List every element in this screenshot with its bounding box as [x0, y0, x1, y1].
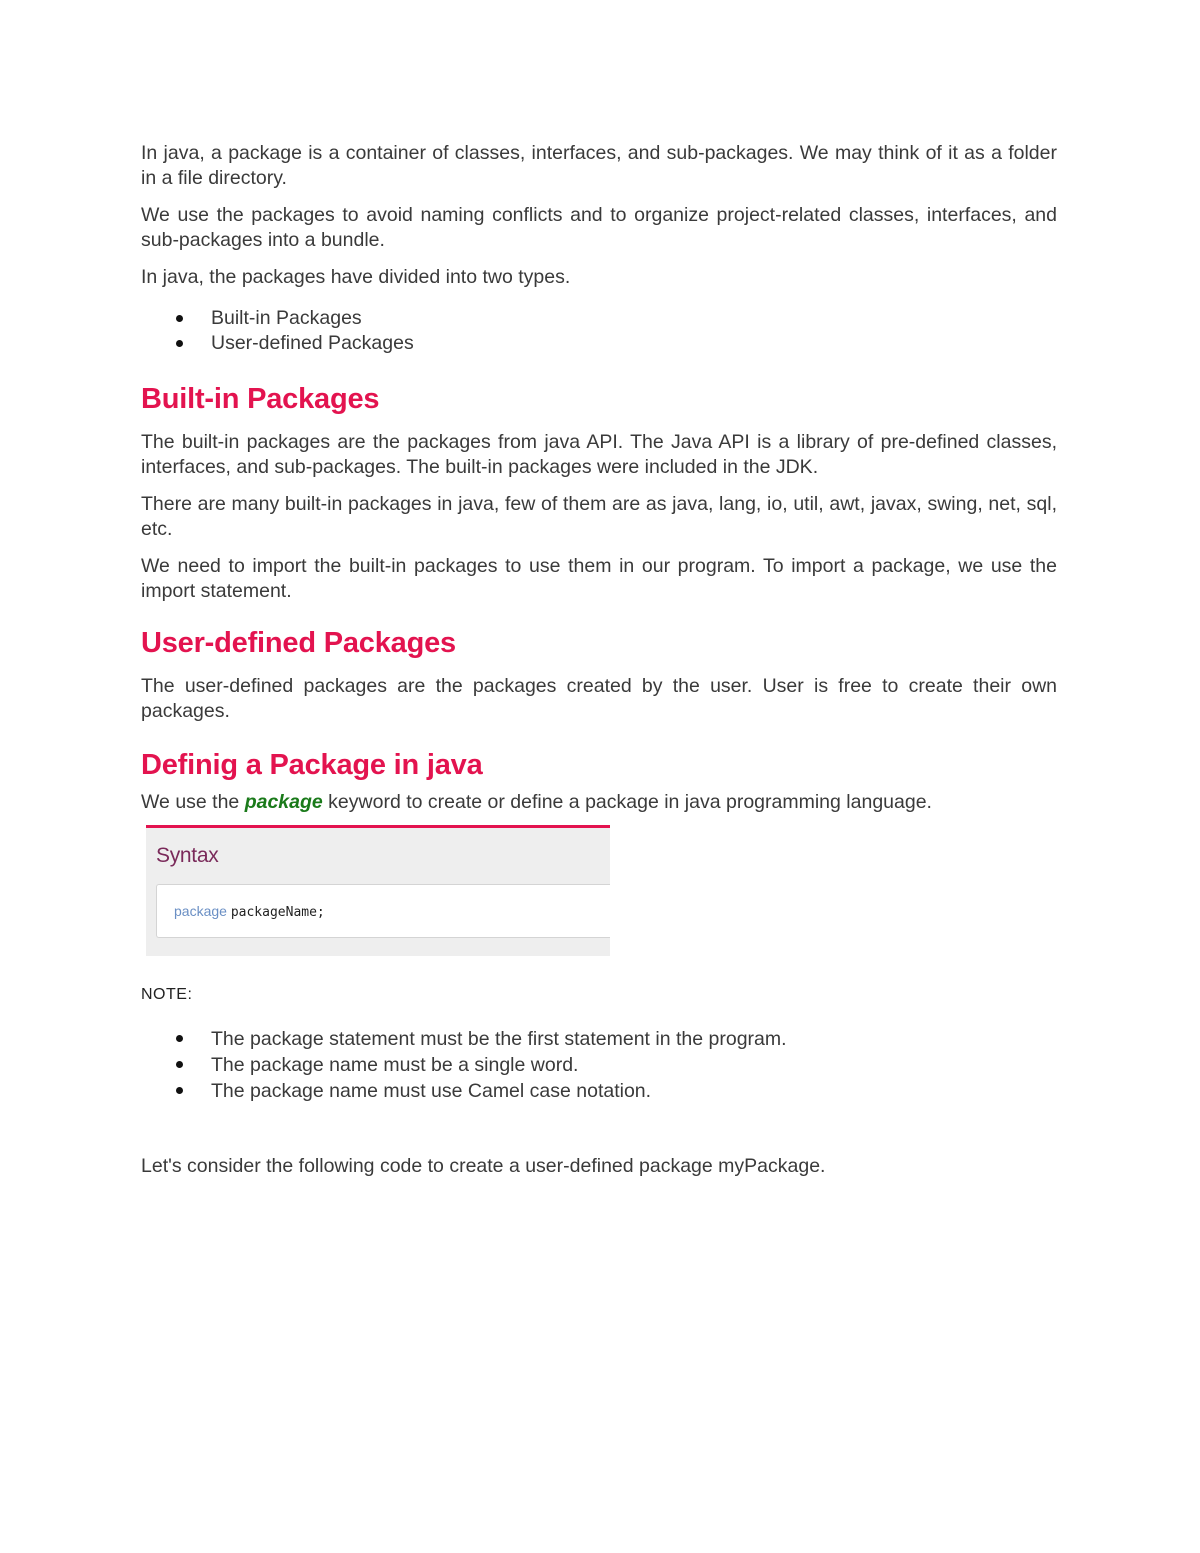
closing-paragraph: Let's consider the following code to create a user-defined package myPackage. [141, 1155, 826, 1177]
intro-paragraph-1: In java, a package is a container of classes, interfaces, and sub-packages. We may think of it as a folder in a file directory. [141, 142, 1057, 189]
package-types-list [141, 306, 1057, 356]
syntax-code-block [156, 884, 610, 938]
syntax-title: Syntax [156, 844, 219, 867]
builtin-heading: Built-in Packages [141, 383, 380, 415]
list-item: Built-in Packages [141, 306, 1057, 331]
defining-paragraph-1 [141, 790, 1057, 815]
defining-heading: Definig a Package in java [141, 749, 483, 781]
list-item: The package name must be a single word. [141, 1052, 1057, 1078]
package-keyword: package [244, 791, 323, 813]
list-item: The package statement must be the first statement in the program. [141, 1026, 1057, 1052]
builtin-paragraph-3: We need to import the built-in packages to use them in our program. To import a package, we use the import statement. [141, 555, 1057, 602]
code-keyword: package [174, 903, 227, 919]
code-line [174, 903, 325, 920]
code-package-name: packageName; [230, 905, 325, 920]
note-list [141, 1026, 1057, 1104]
document-page [141, 141, 1057, 1191]
defining-text-before: We use the [141, 791, 245, 813]
userdefined-heading: User-defined Packages [141, 627, 456, 659]
list-item: User-defined Packages [141, 331, 1057, 356]
syntax-box [146, 825, 610, 956]
intro-paragraph-3: In java, the packages have divided into two types. [141, 266, 571, 288]
note-label: NOTE: [141, 986, 193, 1003]
userdefined-paragraph-1: The user-defined packages are the packages created by the user. User is free to create their own packages. [141, 675, 1057, 722]
builtin-paragraph-1: The built-in packages are the packages from java API. The Java API is a library of pre-defined classes, interfaces, and sub-packages. The built-in packages were included in the JDK. [141, 431, 1057, 478]
builtin-paragraph-2: There are many built-in packages in java, few of them are as java, lang, io, util, awt, javax, swing, net, sql, etc. [141, 493, 1057, 540]
defining-text-after: keyword to create or define a package in java programming language. [322, 791, 932, 813]
intro-paragraph-2: We use the packages to avoid naming conflicts and to organize project-related classes, interfaces, and sub-packages into a bundle. [141, 204, 1057, 251]
list-item: The package name must use Camel case notation. [141, 1078, 1057, 1104]
